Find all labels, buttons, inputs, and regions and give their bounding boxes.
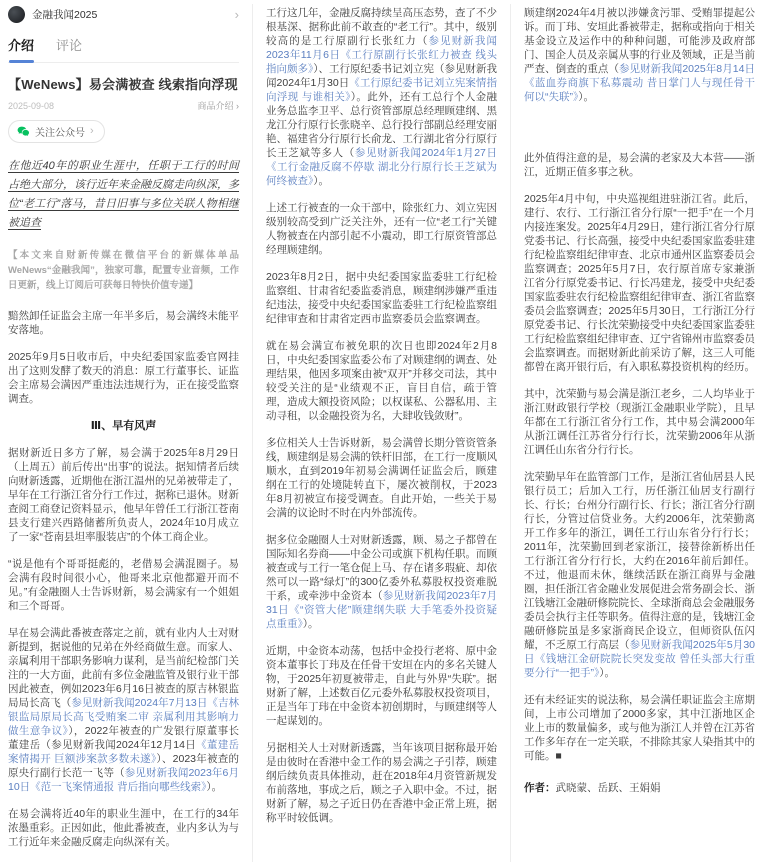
article-link[interactable]: 参见财新我闻2024年1月27日《工行金融反腐不停歇 湖北分行原行长王芝斌为何终被查》 bbox=[266, 147, 497, 187]
source-note: 【本文来自财新传媒在微信平台的新媒体单品 WeNews“金融我闻”，独家可靠，配置专业音频，工作日更新，线上订阅后可获每日特快价值专递】 bbox=[8, 250, 239, 291]
article-column-3 bbox=[510, 4, 755, 862]
paragraph: 其中，沈荣勤与易会满是浙江老乡，二人均毕业于浙江财政银行学校（现浙江金融职业学院），且早年都在工行浙江省分行工作，其中易会满2000年从浙江调任江苏省分行行长，沈荣勤2006年从浙江调任山东省分行行长。 bbox=[524, 388, 755, 456]
text-segment: ）。 bbox=[599, 667, 615, 679]
paragraph: 多位相关人士告诉财新，易会满曾长期分管资管条线，顾建纲是易会满的铁杆旧部，在工行一度顺风顺水，直到2019年初易会满调任证监会后，顾建纲在工行的处境陡转直下，屡次被削权，于2023年8月初被宣布接受调查。自此开始，一些关于易会满的议论时不时在内外部流传。 bbox=[266, 437, 497, 519]
paragraph bbox=[266, 6, 497, 188]
tab-intro[interactable]: 介绍 bbox=[8, 35, 34, 62]
article-column-1 bbox=[8, 4, 252, 862]
section-heading: Ⅲ、早有风声 bbox=[90, 420, 157, 432]
text-segment: ）、工行原纪委书记刘立宪（参见财新我闻2024年1月30日 bbox=[266, 63, 497, 89]
paragraph bbox=[524, 470, 755, 680]
text-segment: 顾建纲2024年4月被以涉嫌贪污罪、受贿罪提起公诉。而丁玮、安垣此番被带走，据称或指向于相关基金设立及运作中的种种问题，可能涉及政府部门、国企人员及亲属从事的行业及领域，正是当前严查、倒查的重点（ bbox=[524, 7, 755, 75]
paragraph: 上述工行被查的一众干部中，除张红力、刘立宪因级别较高受到广泛关注外，还有一位“老工行”关键人物被查在内部引起不小震动，即工行原资管部总经理顾建纲。 bbox=[266, 202, 497, 256]
text-segment: ），2022年被查的广发银行原董事长董建岳（参见财新我闻2024年12月14日 bbox=[8, 725, 240, 751]
author-label: 作者： bbox=[524, 782, 556, 794]
text-segment: 工行这几年，金融反腐持续呈高压态势，查了不少根基深、据称此前不敢查的“老工行”。其中，级别较高的是工行原副行长张红力（ bbox=[266, 7, 497, 47]
meta-row bbox=[8, 99, 239, 112]
text-segment: ）、2023年被查的原央行副行长范一飞等（ bbox=[8, 753, 240, 779]
text-segment: 沈荣勤早年在监管部门工作，是浙江省仙居县人民银行员工；后加入工行，历任浙江仙居支行副行长、行长；台州分行副行长、行长；浙江省分行副行长，分管过信贷业务。大约2006年，沈荣勤离开工作多年的浙江，调任工行山东省分行行长；2011年，沈荣勤回到老家浙江，接替徐新桥出任工行浙江省分行行长，大约在2016年前后卸任。不过，他退而未休，继续活跃在浙江商界与金融圈，担任浙江省金融业发展促进会常务副会长、浙江钱塘江金融研修院院长、全球浙商总会金融服务委员会执行主任等职务。值得注意的是，钱塘江金融研修院虽是多家浙商民企设立，但师资队伍闪耀，不乏原工行高层（ bbox=[524, 471, 755, 651]
chevron-right-icon[interactable]: › bbox=[234, 6, 239, 22]
article-link[interactable]: 参见财新我闻2025年5月30日《钱塘江金研院院长突发变故 曾任头部大行重要分行“一把手”》 bbox=[524, 639, 755, 679]
follow-account-button[interactable] bbox=[8, 120, 105, 143]
column-3-body bbox=[524, 6, 755, 795]
publish-date: 2025-09-08 bbox=[8, 100, 55, 111]
paragraph: 此外值得注意的是，易会满的老家及大本营——浙江，近期正值多事之秋。 bbox=[524, 152, 755, 178]
article-title: 【WeNews】易会满被查 线索指向浮现 bbox=[8, 77, 238, 92]
paragraph bbox=[524, 6, 755, 104]
column-2-body bbox=[266, 6, 497, 825]
article-link[interactable]: 参见财新我闻2023年6月10日《范一飞案情通报 背后指向哪些线索》 bbox=[8, 767, 239, 793]
paragraph bbox=[266, 533, 497, 631]
text-segment: ）。 bbox=[578, 91, 594, 103]
text-segment: ）。 bbox=[302, 618, 319, 630]
author-line: 作者：武晓蒙、岳跃、王娟娟 bbox=[524, 782, 661, 794]
paragraph: 2025年9月5日收市后，中央纪委国家监委官网挂出了这则发酵了数天的消息：原工行董事长、证监会主席易会满因严重违法违规行为，正在接受监察调查。 bbox=[8, 351, 239, 405]
wechat-icon bbox=[17, 125, 30, 138]
paragraph: 黯然卸任证监会主席一年半多后，易会满终未能平安落地。 bbox=[8, 310, 239, 336]
article-column-2 bbox=[252, 4, 510, 862]
paragraph: 近期，中金资本动荡，包括中金投行老将、原中金资本董事长丁玮及在任骨干安垣在内的多名关键人物，于2025年初夏被带走，自此与外界“失联”。据财新了解，上述数百亿元委外私募股权投资项目，正是当年丁玮在中金资本初创期时，与顾建纲等人一起谋划的。 bbox=[266, 645, 497, 727]
text-segment: 早在易会满此番被查落定之前，就有业内人士对财新提到，据说他的兄弟在外经商做生意。而家人、亲属利用干部职务影响力谋利，是当前纪检部门关注的一大方面，此前有多位金融监管及银行业干部因此被查，例如2023年6月16日被查的原吉林银监局局长高飞（ bbox=[8, 627, 239, 709]
column-1-body bbox=[8, 157, 239, 849]
article-link[interactable]: 参见财新我闻2024年7月13日《吉林银监局原局长高飞受贿案二审 亲属利用其影响力做生意争议》 bbox=[8, 697, 239, 737]
follow-button-label: 关注公众号 bbox=[35, 128, 85, 139]
paragraph: 就在易会满宣布被免职的次日也即2024年2月8日，中央纪委国家监委公布了对顾建纲的调查、处理结果，他因多项案由被“双开”并移交司法，其中较受关注的是“业绩观不正，盲目自信，疏于管理，造成大额投资风险；以权谋私、公器私用、主动寻租，以金融投资为名，大肆收钱敛财”。 bbox=[266, 340, 497, 422]
text-segment: ）。此外，还有工总行个人金融业务总监李卫平、总行资管部原总经理顾建纲、黑龙江分行原行长张晓辛、总行投行部副总经理安丽艳、福建省分行原行长俞龙、工行湖北省分行原行长王芝斌等多人（ bbox=[266, 91, 498, 159]
account-name: 金融我闻2025 bbox=[32, 8, 98, 21]
section-spacer bbox=[524, 117, 755, 151]
product-intro-link[interactable]: 商品介绍 › bbox=[197, 101, 239, 111]
tab-bar bbox=[8, 30, 239, 63]
article-link[interactable]: 《工行原纪委书记刘立宪案情指向浮现 与谁相关》 bbox=[266, 77, 497, 103]
paragraph: 据财新近日多方了解，易会满于2025年8月29日（上周五）前后传出“出事”的说法。据知情者后续向财新透露，近期他在浙江温州的兄弟被带走了，早年在工行浙江省分行工作过，据称已退休。财新查阅工商登记资料显示，他早年曾任工行浙江苍南县支行建兴西路储蓄所负责人，2024年10月成立了一家“苍南县坦率服装店”的个体工商企业。 bbox=[8, 447, 239, 543]
article-link[interactable]: 参见财新我闻2023年11月6日《工行原副行长张红力被查 线头指向颇多》 bbox=[266, 35, 498, 75]
account-row[interactable] bbox=[8, 4, 239, 24]
chevron-right-icon: › bbox=[90, 125, 94, 137]
paragraph: 还有未经证实的说法称，易会满任职证监会主席期间，上市公司增加了2000多家，其中江浙地区企业上市的数量偏多，或与他为浙江人并曾在江苏省工作多年存在一定关联，不排除其家人染指其中的可能。■ bbox=[524, 694, 755, 762]
paragraph: “说是他有个哥哥挺彪的，老借易会满混圈子。易会满有段时间很小心，他哥来北京他都避开而不见。”有金融圈人士告诉财新，易会满家有一个姐姐和三个哥哥。 bbox=[8, 558, 239, 612]
paragraph: 2023年8月2日，据中央纪委国家监委驻工行纪检监察组、甘肃省纪委监委消息，顾建纲涉嫌严重违纪违法，接受中央纪委国家监委驻工行纪检监察组纪律审查和甘肃省定西市监察委员会监察调查。 bbox=[266, 271, 497, 325]
paragraph: 2025年4月中旬，中央巡视组进驻浙江省。此后，建行、农行、工行浙江省分行原“一把手”在一个月内接连案发。2025年4月29日，建行浙江省分行原党委书记、行长高强，接受中央纪委国家监委驻建行纪检监察组纪律审查、北京市通州区监察委员会监察调查；2025年5月7日，农行原首席专家兼浙江省分行原党委书记、行长冯建龙，接受中央纪委国家监委驻农行纪检监察组纪律审查、浙江省监察委员会监察调查；2025年5月30日，工行浙江分行原党委书记、行长沈荣勤接受中央纪委国家监委驻工行纪检监察组纪律审查、辽宁省锦州市监察委员会监察调查。而据财新此前采访了解，这三人可能都曾在离开银行后，有入职私募投资机构的经历。 bbox=[524, 193, 755, 373]
tab-comments[interactable]: 评论 bbox=[56, 38, 83, 53]
paragraph: 另据相关人士对财新透露，当年该项目据称最开始是由彼时在香港中金工作的易会满之子引荐，顾建纲后续负责具体推动，赶在2018年4月资管新规发布前落地，事成之后，顾之子入职中金。不过，据财新了解，易之子近日仍在香港中金正常上班，据称平时较低调。 bbox=[266, 742, 497, 824]
article-link[interactable]: 《董建岳案情揭开 巨额涉案款多数未遂》 bbox=[8, 739, 240, 765]
paragraph: 在易会满将近40年的职业生涯中，在工行的34年浓墨重彩。正因如此，他此番被查，业内多认为与工行近年来金融反腐走向纵深有关。 bbox=[8, 808, 239, 848]
text-segment: ）。 bbox=[313, 175, 329, 187]
paragraph bbox=[8, 626, 239, 794]
text-segment: 据多位金融圈人士对财新透露，顾、易之子都曾在国际知名券商——中金公司或旗下机构任职。而顾被查或与工行一笔仓促上马、存在诸多瑕疵、却依然可以一路“绿灯”的300亿委外私募股权投资难脱干系，或牵涉中金资本（ bbox=[266, 534, 497, 602]
article-link[interactable]: 参见财新我闻2025年8月14日《蓝血券商旗下私募震动 昔日掌门人与现任骨干何以“失联”》 bbox=[524, 63, 755, 103]
article-link[interactable]: 参见财新我闻2023年7月31日《“资管大佬”顾建纲失联 大手笔委外投资疑点重重》 bbox=[266, 590, 497, 630]
account-avatar bbox=[8, 6, 25, 23]
text-segment: ）。 bbox=[206, 781, 223, 793]
intro-abstract: 在他近40年的职业生涯中，任职于工行的时间占绝大部分，该行近年来金融反腐走向纵深，多位“老工行”落马，昔日旧事与多位关联人物相继被追查 bbox=[8, 160, 239, 229]
